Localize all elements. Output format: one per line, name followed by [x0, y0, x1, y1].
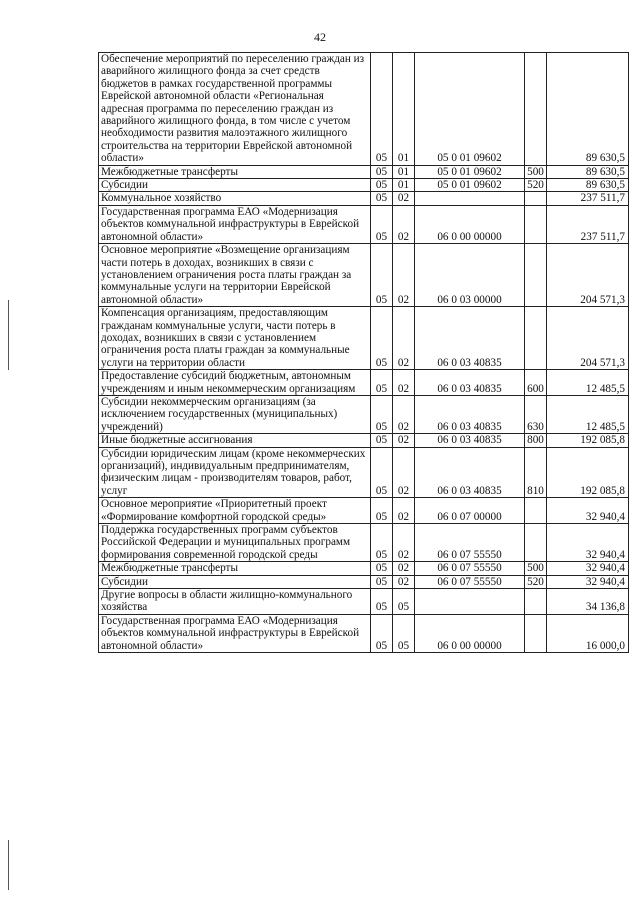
section-code-cell: 05 [371, 589, 393, 615]
section-code-cell: 05 [371, 498, 393, 524]
target-article-cell: 06 0 00 00000 [415, 205, 525, 243]
page-number: 42 [314, 30, 326, 44]
table-row [99, 53, 629, 166]
item-name-cell: Государственная программа ЕАО «Модернизация объектов коммунальной инфраструктуры в Еврейской автономной области» [99, 205, 371, 243]
subsection-code-cell: 02 [393, 575, 415, 588]
amount-cell: 32 940,4 [547, 524, 629, 562]
amount-cell: 32 940,4 [547, 562, 629, 575]
target-article-cell [415, 192, 525, 205]
section-code-cell: 05 [371, 524, 393, 562]
amount-cell: 32 940,4 [547, 575, 629, 588]
table-row [99, 192, 629, 205]
table-row [99, 307, 629, 370]
expense-type-cell [525, 589, 547, 615]
subsection-code-cell: 02 [393, 524, 415, 562]
item-name-cell: Компенсация организациям, предоставляющим гражданам коммунальные услуги, части потерь в доходах, возникших в связи с установлением ограничения роста платы граждан за коммунальные услуги на территории области [99, 307, 371, 370]
target-article-cell: 05 0 01 09602 [415, 165, 525, 178]
section-code-cell: 05 [371, 192, 393, 205]
section-code-cell: 05 [371, 614, 393, 652]
section-code-cell: 05 [371, 307, 393, 370]
section-code-cell: 05 [371, 53, 393, 166]
expense-type-cell [525, 524, 547, 562]
item-name-cell: Субсидии [99, 575, 371, 588]
target-article-cell: 06 0 07 55550 [415, 575, 525, 588]
budget-table-body [99, 53, 629, 653]
section-code-cell: 05 [371, 447, 393, 498]
target-article-cell: 06 0 07 55550 [415, 524, 525, 562]
amount-cell: 12 485,5 [547, 370, 629, 396]
amount-cell: 89 630,5 [547, 165, 629, 178]
subsection-code-cell: 02 [393, 395, 415, 433]
section-code-cell: 05 [371, 562, 393, 575]
item-name-cell: Основное мероприятие «Приоритетный проект «Формирование комфортной городской среды» [99, 498, 371, 524]
expense-type-cell [525, 205, 547, 243]
table-row [99, 370, 629, 396]
scan-margin-mark [8, 300, 9, 370]
section-code-cell: 05 [371, 244, 393, 307]
table-row [99, 205, 629, 243]
amount-cell: 16 000,0 [547, 614, 629, 652]
table-row [99, 447, 629, 498]
target-article-cell: 06 0 03 40835 [415, 395, 525, 433]
target-article-cell: 06 0 07 55550 [415, 562, 525, 575]
expense-type-cell [525, 498, 547, 524]
amount-cell: 237 511,7 [547, 192, 629, 205]
budget-table [98, 52, 629, 653]
target-article-cell: 06 0 03 40835 [415, 307, 525, 370]
table-row [99, 614, 629, 652]
section-code-cell: 05 [371, 205, 393, 243]
section-code-cell: 05 [371, 165, 393, 178]
subsection-code-cell: 02 [393, 562, 415, 575]
target-article-cell: 05 0 01 09602 [415, 179, 525, 192]
item-name-cell: Государственная программа ЕАО «Модернизация объектов коммунальной инфраструктуры в Еврейской автономной области» [99, 614, 371, 652]
item-name-cell: Коммунальное хозяйство [99, 192, 371, 205]
amount-cell: 192 085,8 [547, 434, 629, 447]
amount-cell: 89 630,5 [547, 53, 629, 166]
expense-type-cell [525, 192, 547, 205]
amount-cell: 32 940,4 [547, 498, 629, 524]
subsection-code-cell: 01 [393, 179, 415, 192]
table-row [99, 562, 629, 575]
target-article-cell: 06 0 03 00000 [415, 244, 525, 307]
item-name-cell: Межбюджетные трансферты [99, 562, 371, 575]
item-name-cell: Предоставление субсидий бюджетным, автономным учреждениям и иным некоммерческим организациям [99, 370, 371, 396]
subsection-code-cell: 05 [393, 589, 415, 615]
table-row [99, 434, 629, 447]
item-name-cell: Другие вопросы в области жилищно-коммунального хозяйства [99, 589, 371, 615]
item-name-cell: Субсидии некоммерческим организациям (за исключением государственных (муниципальных) учреждений) [99, 395, 371, 433]
item-name-cell: Субсидии юридическим лицам (кроме некоммерческих организаций), индивидуальным предпринимателям, физическим лицам - производителям товаров, работ, услуг [99, 447, 371, 498]
item-name-cell: Иные бюджетные ассигнования [99, 434, 371, 447]
section-code-cell: 05 [371, 395, 393, 433]
expense-type-cell [525, 614, 547, 652]
subsection-code-cell: 02 [393, 498, 415, 524]
subsection-code-cell: 02 [393, 307, 415, 370]
subsection-code-cell: 02 [393, 244, 415, 307]
target-article-cell [415, 589, 525, 615]
table-row [99, 589, 629, 615]
amount-cell: 34 136,8 [547, 589, 629, 615]
subsection-code-cell: 01 [393, 53, 415, 166]
subsection-code-cell: 02 [393, 205, 415, 243]
table-row [99, 179, 629, 192]
target-article-cell: 06 0 03 40835 [415, 370, 525, 396]
target-article-cell: 06 0 03 40835 [415, 434, 525, 447]
expense-type-cell [525, 307, 547, 370]
expense-type-cell: 600 [525, 370, 547, 396]
expense-type-cell [525, 53, 547, 166]
expense-type-cell [525, 244, 547, 307]
item-name-cell: Межбюджетные трансферты [99, 165, 371, 178]
subsection-code-cell: 02 [393, 370, 415, 396]
item-name-cell: Обеспечение мероприятий по переселению граждан из аварийного жилищного фонда за счет средств бюджетов в рамках государственной программы Еврейской автономной области «Региональная адресная программа по переселению граждан из аварийного жилищного фонда, в том числе с учетом необходимости развития малоэтажного жилищного строительства на территории Еврейской автономной области» [99, 53, 371, 166]
table-row [99, 244, 629, 307]
expense-type-cell: 520 [525, 575, 547, 588]
table-row [99, 575, 629, 588]
subsection-code-cell: 05 [393, 614, 415, 652]
item-name-cell: Субсидии [99, 179, 371, 192]
target-article-cell: 06 0 03 40835 [415, 447, 525, 498]
expense-type-cell: 800 [525, 434, 547, 447]
scan-margin-mark [8, 840, 9, 890]
target-article-cell: 06 0 07 00000 [415, 498, 525, 524]
section-code-cell: 05 [371, 575, 393, 588]
expense-type-cell: 500 [525, 165, 547, 178]
subsection-code-cell: 02 [393, 447, 415, 498]
table-row [99, 165, 629, 178]
amount-cell: 192 085,8 [547, 447, 629, 498]
target-article-cell: 06 0 00 00000 [415, 614, 525, 652]
target-article-cell: 05 0 01 09602 [415, 53, 525, 166]
table-row [99, 395, 629, 433]
expense-type-cell: 520 [525, 179, 547, 192]
amount-cell: 89 630,5 [547, 179, 629, 192]
section-code-cell: 05 [371, 370, 393, 396]
amount-cell: 237 511,7 [547, 205, 629, 243]
subsection-code-cell: 01 [393, 165, 415, 178]
amount-cell: 204 571,3 [547, 307, 629, 370]
table-row [99, 524, 629, 562]
expense-type-cell: 630 [525, 395, 547, 433]
item-name-cell: Поддержка государственных программ субъектов Российской Федерации и муниципальных программ формирования современной городской среды [99, 524, 371, 562]
section-code-cell: 05 [371, 179, 393, 192]
section-code-cell: 05 [371, 434, 393, 447]
item-name-cell: Основное мероприятие «Возмещение организациям части потерь в доходах, возникших в связи с установлением ограничения роста платы граждан за коммунальные услуги на территории Еврейской автономной области» [99, 244, 371, 307]
table-row [99, 498, 629, 524]
amount-cell: 12 485,5 [547, 395, 629, 433]
expense-type-cell: 810 [525, 447, 547, 498]
subsection-code-cell: 02 [393, 192, 415, 205]
amount-cell: 204 571,3 [547, 244, 629, 307]
expense-type-cell: 500 [525, 562, 547, 575]
subsection-code-cell: 02 [393, 434, 415, 447]
